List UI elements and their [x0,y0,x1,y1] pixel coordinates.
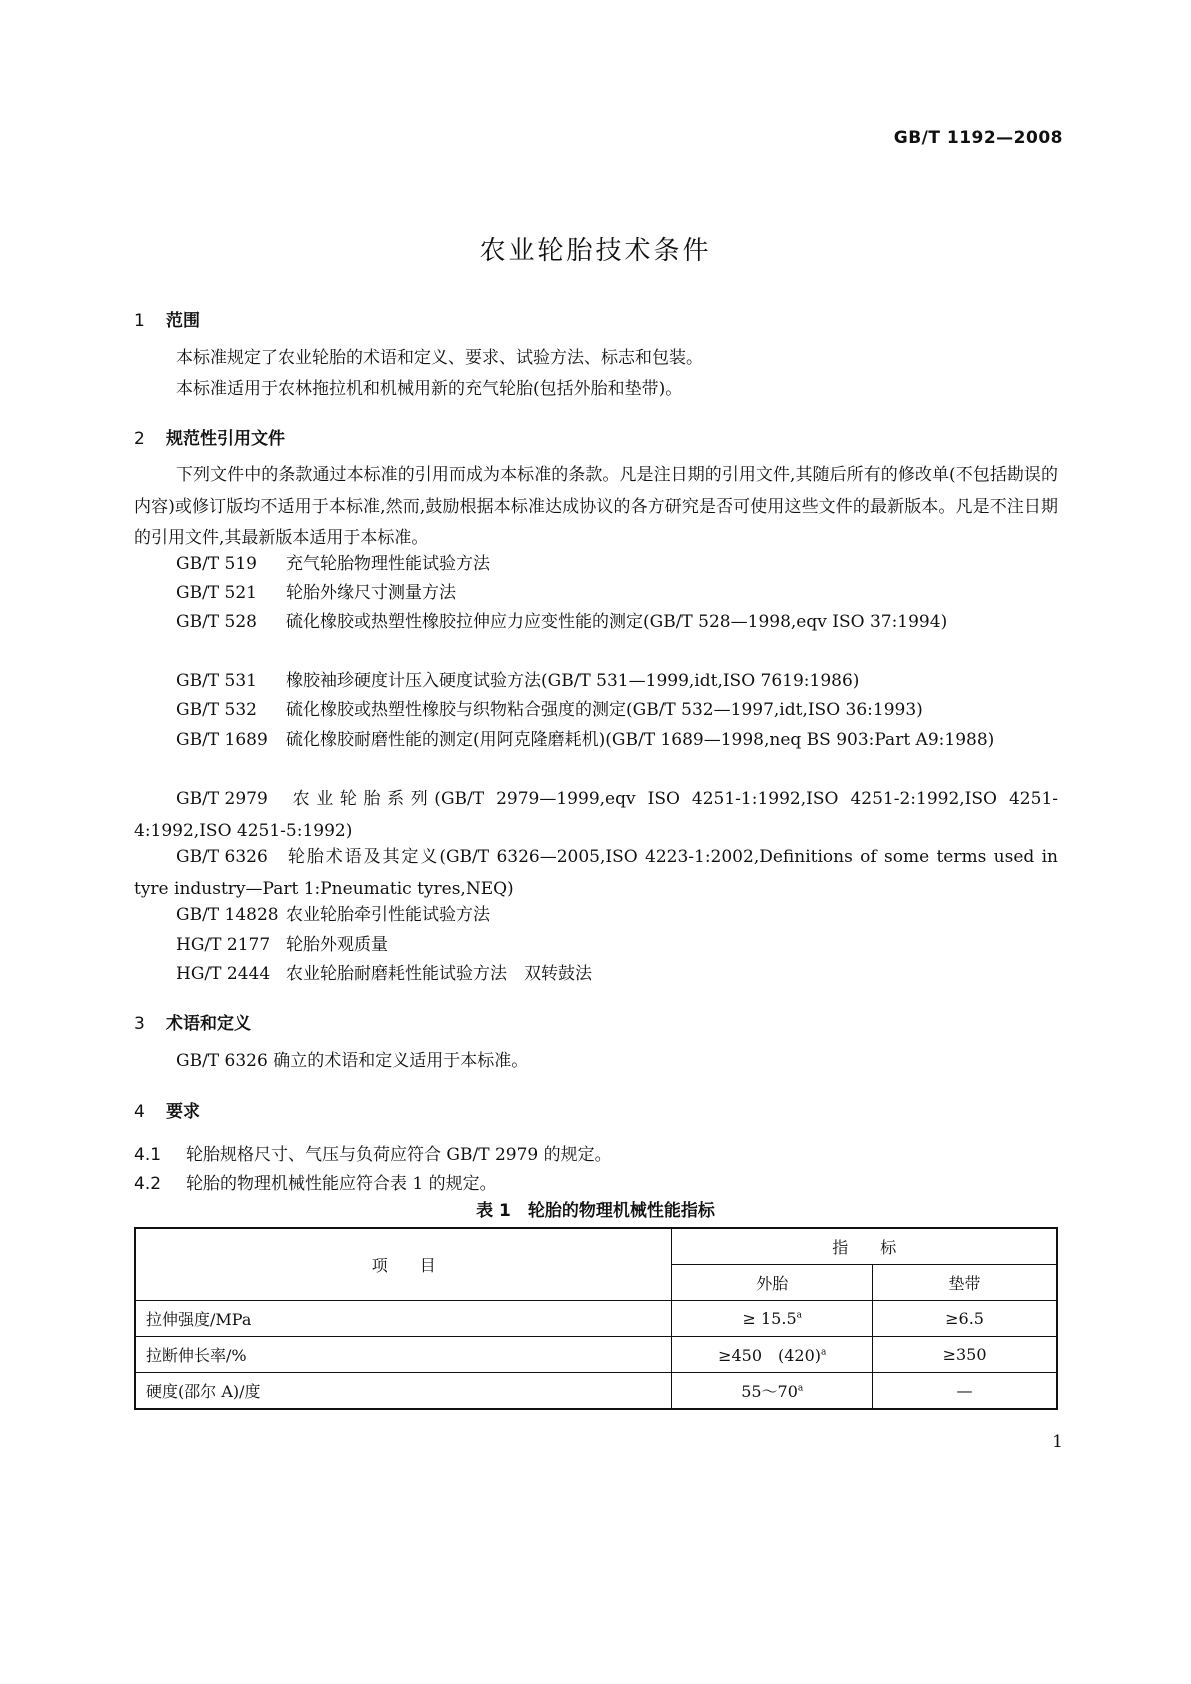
paragraph: 本标准规定了农业轮胎的术语和定义、要求、试验方法、标志和包装。 [176,348,703,368]
table-row [135,1337,1057,1373]
reference-item [134,666,1058,698]
reference-text: 农业轮胎牵引性能试验方法 [286,905,490,925]
reference-code: GB/T 6326 [176,847,268,867]
clause-4-2 [134,1169,497,1194]
section-4-heading [134,1097,200,1122]
table-row [135,1373,1057,1410]
header-item: 项 目 [135,1228,672,1301]
row-outer-value [672,1373,873,1410]
row-item: 硬度(邵尔 A)/度 [135,1373,672,1410]
footnote-mark: a [821,1347,827,1358]
row-outer-value [672,1301,873,1337]
section-title: 范围 [166,311,200,331]
footnote-mark: a [796,1310,802,1321]
header-outer-tyre: 外胎 [672,1265,873,1301]
reference-text: 轮胎术语及其定义(GB/T 6326—2005,ISO 4223-1:2002,Definitions of some terms used in tyre industry—Part 1:Pneumatic tyres,NEQ) [134,847,1058,899]
clause-number: 4.2 [134,1174,162,1194]
reference-code: GB/T 1689 [176,730,268,750]
reference-code: HG/T 2177 [176,935,271,955]
clause-number: 4.1 [134,1145,162,1165]
section-number: 2 [134,429,145,449]
row-item: 拉断伸长率/% [135,1337,672,1373]
reference-text: 农业轮胎系列(GB/T 2979—1999,eqv ISO 4251-1:1992,ISO 4251-2:1992,ISO 4251-4:1992,ISO 4251-5:1992) [134,789,1058,841]
clause-text: 轮胎的物理机械性能应符合表 1 的规定。 [186,1174,497,1194]
reference-item [134,607,1058,639]
reference-item [134,695,1058,727]
reference-item [134,842,1058,905]
reference-text: 硫化橡胶或热塑性橡胶拉伸应力应变性能的测定(GB/T 528—1998,eqv ISO 37:1994) [286,612,948,632]
section-2-heading [134,424,285,449]
paragraph: 下列文件中的条款通过本标准的引用而成为本标准的条款。凡是注日期的引用文件,其随后所有的修改单(不包括勘误的内容)或修订版均不适用于本标准,然而,鼓励根据本标准达成协议的各方研究是否可使用这些文件的最新版本。凡是不注日期的引用文件,其最新版本适用于本标准。 [134,465,1058,548]
reference-item [134,900,1058,932]
reference-text: 硫化橡胶或热塑性橡胶与织物粘合强度的测定(GB/T 532—1997,idt,ISO 36:1993) [286,700,923,720]
reference-item [134,549,1058,581]
reference-code: HG/T 2444 [176,964,271,984]
reference-item [134,725,1058,757]
paragraph: GB/T 6326 确立的术语和定义适用于本标准。 [176,1051,529,1071]
section-title: 规范性引用文件 [166,429,285,449]
section-number: 4 [134,1102,145,1122]
table-row [135,1301,1057,1337]
row-flap-value: — [873,1373,1057,1410]
section-1-heading [134,306,200,331]
header-index: 指 标 [672,1228,1057,1265]
document-title: 农业轮胎技术条件 [479,236,712,266]
row-flap-value: ≥6.5 [873,1301,1057,1337]
reference-code: GB/T 521 [176,583,257,603]
reference-text: 农业轮胎耐磨耗性能试验方法 双转鼓法 [286,964,592,984]
reference-text: 轮胎外缘尺寸测量方法 [286,583,456,603]
reference-code: GB/T 14828 [176,905,279,925]
header-flap: 垫带 [873,1265,1057,1301]
clause-text: 轮胎规格尺寸、气压与负荷应符合 GB/T 2979 的规定。 [186,1145,612,1165]
properties-table [134,1227,1058,1410]
section-3-heading [134,1009,251,1034]
value-text: 55～70 [741,1382,798,1401]
section-number: 3 [134,1014,145,1034]
page-number: 1 [1052,1432,1063,1452]
reference-item [134,784,1058,847]
reference-item [134,930,1058,962]
value-text: ≥ 15.5 [742,1309,797,1328]
reference-item [134,578,1058,610]
reference-code: GB/T 519 [176,554,257,574]
reference-code: GB/T 528 [176,612,257,632]
section-number: 1 [134,311,145,331]
table-title: 表 1 轮胎的物理机械性能指标 [476,1201,715,1221]
footnote-mark: a [797,1383,804,1394]
standard-code: GB/T 1192—2008 [893,128,1063,148]
row-outer-value [672,1337,873,1373]
reference-text: 硫化橡胶耐磨性能的测定(用阿克隆磨耗机)(GB/T 1689—1998,neq BS 903:Part A9:1988) [286,730,995,750]
reference-code: GB/T 2979 [176,789,268,809]
paragraph: 本标准适用于农林拖拉机和机械用新的充气轮胎(包括外胎和垫带)。 [176,379,683,399]
reference-text: 轮胎外观质量 [286,935,388,955]
reference-code: GB/T 531 [176,671,257,691]
section-title: 要求 [166,1102,200,1122]
value-text: ≥450 (420) [718,1346,822,1365]
clause-4-1 [134,1140,612,1165]
reference-text: 橡胶袖珍硬度计压入硬度试验方法(GB/T 531—1999,idt,ISO 7619:1986) [286,671,860,691]
reference-code: GB/T 532 [176,700,257,720]
row-item: 拉伸强度/MPa [135,1301,672,1337]
row-flap-value: ≥350 [873,1337,1057,1373]
reference-text: 充气轮胎物理性能试验方法 [286,554,490,574]
reference-item [134,959,1058,991]
section-title: 术语和定义 [166,1014,251,1034]
